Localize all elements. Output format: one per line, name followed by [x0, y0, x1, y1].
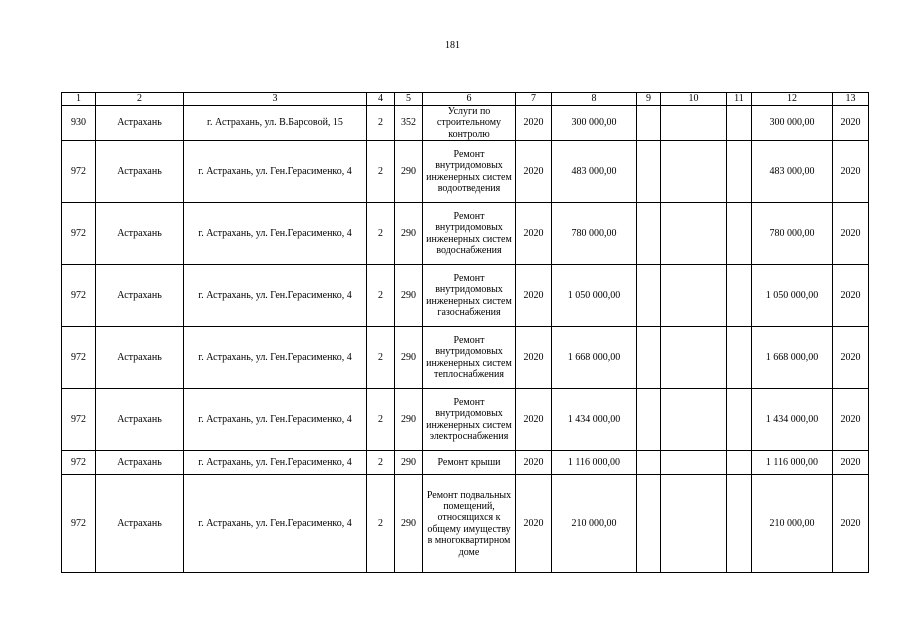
index-cell: 972: [62, 475, 96, 573]
city-cell: Астрахань: [96, 451, 184, 475]
code-cell: 290: [395, 327, 423, 389]
col10-cell: [661, 327, 727, 389]
column-header-1: 1: [62, 93, 96, 106]
city-cell: Астрахань: [96, 389, 184, 451]
amount-cell: 1 668 000,00: [552, 327, 637, 389]
col11-cell: [727, 265, 752, 327]
code-cell: 290: [395, 389, 423, 451]
col11-cell: [727, 475, 752, 573]
year-cell: 2020: [516, 451, 552, 475]
work-type-cell: Ремонт крыши: [423, 451, 516, 475]
col11-cell: [727, 203, 752, 265]
col9-cell: [637, 451, 661, 475]
amount-cell: 780 000,00: [552, 203, 637, 265]
end-year-cell: 2020: [833, 389, 869, 451]
code-cell: 290: [395, 203, 423, 265]
code-cell: 290: [395, 451, 423, 475]
col9-cell: [637, 106, 661, 141]
city-cell: Астрахань: [96, 265, 184, 327]
column-header-11: 11: [727, 93, 752, 106]
total-cell: 1 434 000,00: [752, 389, 833, 451]
col4-cell: 2: [367, 141, 395, 203]
table-row: [62, 475, 869, 573]
column-header-4: 4: [367, 93, 395, 106]
total-cell: 300 000,00: [752, 106, 833, 141]
table-row: [62, 106, 869, 141]
city-cell: Астрахань: [96, 475, 184, 573]
column-header-13: 13: [833, 93, 869, 106]
column-header-6: 6: [423, 93, 516, 106]
city-cell: Астрахань: [96, 106, 184, 141]
amount-cell: 300 000,00: [552, 106, 637, 141]
table-row: [62, 203, 869, 265]
column-header-8: 8: [552, 93, 637, 106]
table-row: [62, 265, 869, 327]
table-row: [62, 327, 869, 389]
col11-cell: [727, 141, 752, 203]
address-cell: г. Астрахань, ул. Ген.Герасименко, 4: [184, 475, 367, 573]
end-year-cell: 2020: [833, 327, 869, 389]
col4-cell: 2: [367, 451, 395, 475]
end-year-cell: 2020: [833, 475, 869, 573]
col10-cell: [661, 141, 727, 203]
year-cell: 2020: [516, 475, 552, 573]
work-type-cell: Ремонт внутридомовых инженерных систем электроснабжения: [423, 389, 516, 451]
amount-cell: 1 116 000,00: [552, 451, 637, 475]
work-type-cell: Ремонт подвальных помещений, относящихся к общему имуществу в многоквартирном доме: [423, 475, 516, 573]
col11-cell: [727, 327, 752, 389]
col4-cell: 2: [367, 389, 395, 451]
total-cell: 483 000,00: [752, 141, 833, 203]
table-row: [62, 141, 869, 203]
col10-cell: [661, 389, 727, 451]
col10-cell: [661, 475, 727, 573]
code-cell: 290: [395, 265, 423, 327]
table-row: [62, 451, 869, 475]
code-cell: 290: [395, 141, 423, 203]
index-cell: 930: [62, 106, 96, 141]
address-cell: г. Астрахань, ул. Ген.Герасименко, 4: [184, 203, 367, 265]
col4-cell: 2: [367, 265, 395, 327]
index-cell: 972: [62, 203, 96, 265]
col9-cell: [637, 141, 661, 203]
address-cell: г. Астрахань, ул. Ген.Герасименко, 4: [184, 265, 367, 327]
column-header-3: 3: [184, 93, 367, 106]
total-cell: 1 668 000,00: [752, 327, 833, 389]
col4-cell: 2: [367, 203, 395, 265]
work-type-cell: Ремонт внутридомовых инженерных систем водоснабжения: [423, 203, 516, 265]
year-cell: 2020: [516, 327, 552, 389]
work-type-cell: Услуги по строительному контролю: [423, 106, 516, 141]
col10-cell: [661, 451, 727, 475]
col9-cell: [637, 265, 661, 327]
address-cell: г. Астрахань, ул. Ген.Герасименко, 4: [184, 141, 367, 203]
col10-cell: [661, 203, 727, 265]
work-type-cell: Ремонт внутридомовых инженерных систем водоотведения: [423, 141, 516, 203]
total-cell: 210 000,00: [752, 475, 833, 573]
column-header-10: 10: [661, 93, 727, 106]
code-cell: 290: [395, 475, 423, 573]
index-cell: 972: [62, 389, 96, 451]
year-cell: 2020: [516, 389, 552, 451]
column-header-9: 9: [637, 93, 661, 106]
amount-cell: 210 000,00: [552, 475, 637, 573]
column-header-2: 2: [96, 93, 184, 106]
amount-cell: 1 050 000,00: [552, 265, 637, 327]
col9-cell: [637, 203, 661, 265]
column-header-7: 7: [516, 93, 552, 106]
index-cell: 972: [62, 141, 96, 203]
col11-cell: [727, 106, 752, 141]
col9-cell: [637, 389, 661, 451]
repair-register-table: [61, 92, 869, 573]
total-cell: 1 050 000,00: [752, 265, 833, 327]
work-type-cell: Ремонт внутридомовых инженерных систем теплоснабжения: [423, 327, 516, 389]
column-header-5: 5: [395, 93, 423, 106]
work-type-cell: Ремонт внутридомовых инженерных систем газоснабжения: [423, 265, 516, 327]
year-cell: 2020: [516, 265, 552, 327]
table-row: [62, 389, 869, 451]
col4-cell: 2: [367, 327, 395, 389]
index-cell: 972: [62, 265, 96, 327]
city-cell: Астрахань: [96, 327, 184, 389]
address-cell: г. Астрахань, ул. Ген.Герасименко, 4: [184, 327, 367, 389]
amount-cell: 1 434 000,00: [552, 389, 637, 451]
index-cell: 972: [62, 327, 96, 389]
year-cell: 2020: [516, 203, 552, 265]
address-cell: г. Астрахань, ул. В.Барсовой, 15: [184, 106, 367, 141]
end-year-cell: 2020: [833, 451, 869, 475]
column-header-12: 12: [752, 93, 833, 106]
col10-cell: [661, 106, 727, 141]
code-cell: 352: [395, 106, 423, 141]
end-year-cell: 2020: [833, 141, 869, 203]
amount-cell: 483 000,00: [552, 141, 637, 203]
index-cell: 972: [62, 451, 96, 475]
address-cell: г. Астрахань, ул. Ген.Герасименко, 4: [184, 389, 367, 451]
end-year-cell: 2020: [833, 106, 869, 141]
city-cell: Астрахань: [96, 141, 184, 203]
col11-cell: [727, 389, 752, 451]
table-header-row: [62, 93, 869, 106]
total-cell: 780 000,00: [752, 203, 833, 265]
col9-cell: [637, 327, 661, 389]
page-number: 181: [445, 40, 460, 51]
address-cell: г. Астрахань, ул. Ген.Герасименко, 4: [184, 451, 367, 475]
total-cell: 1 116 000,00: [752, 451, 833, 475]
col4-cell: 2: [367, 106, 395, 141]
year-cell: 2020: [516, 106, 552, 141]
end-year-cell: 2020: [833, 203, 869, 265]
col9-cell: [637, 475, 661, 573]
col4-cell: 2: [367, 475, 395, 573]
end-year-cell: 2020: [833, 265, 869, 327]
city-cell: Астрахань: [96, 203, 184, 265]
col11-cell: [727, 451, 752, 475]
year-cell: 2020: [516, 141, 552, 203]
col10-cell: [661, 265, 727, 327]
